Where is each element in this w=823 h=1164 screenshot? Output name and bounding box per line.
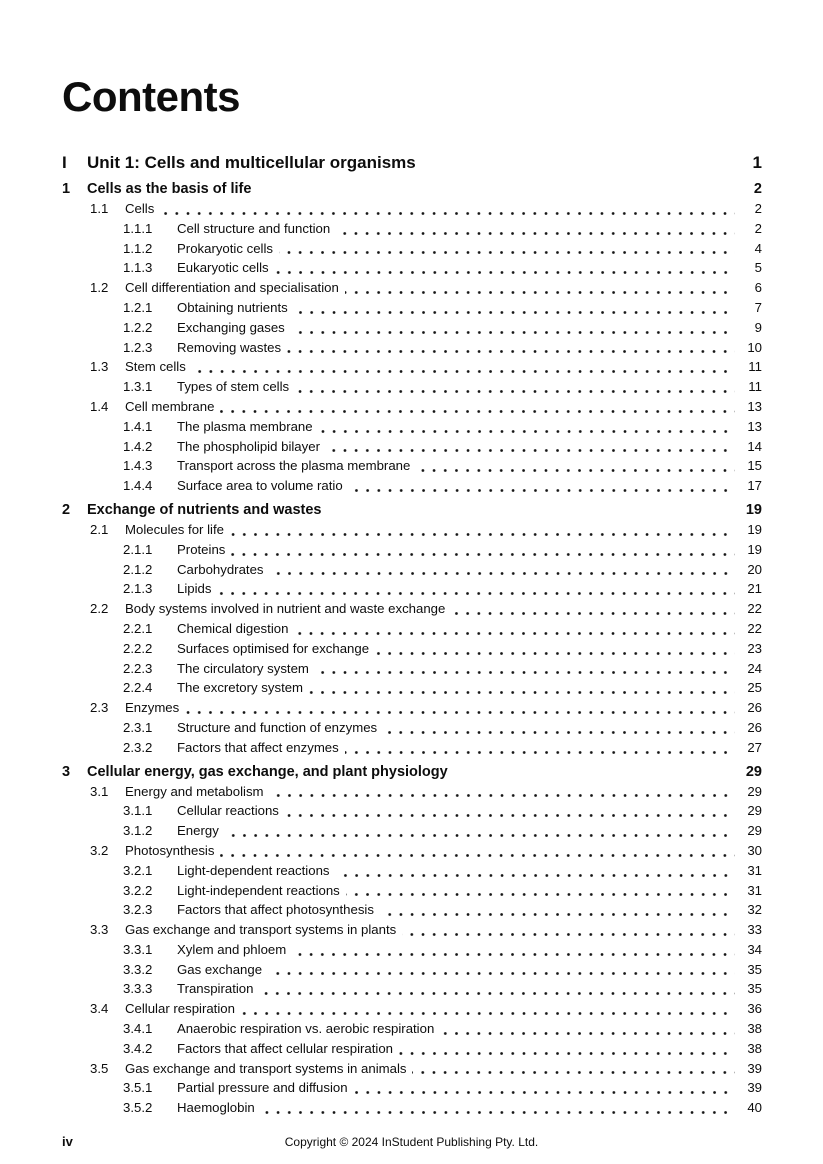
entry-page-number: 29 [747, 823, 762, 839]
toc-entry-3-5 [62, 1059, 762, 1079]
entry-title: Lipids [177, 581, 212, 597]
entry-number: 2.2.1 [123, 620, 153, 636]
entry-number: 1.2.2 [123, 319, 153, 335]
toc-entry-2-2-4 [62, 678, 762, 698]
entry-number: 1 [62, 181, 71, 197]
entry-page-number: 4 [754, 240, 762, 256]
dot-leader [230, 533, 735, 536]
dot-leader [412, 1071, 735, 1074]
folio-page-number: iv [62, 1134, 73, 1149]
toc-entry-1-1 [62, 199, 762, 219]
entry-page-number: 19 [745, 501, 762, 518]
dot-leader [160, 212, 735, 215]
entry-title: Cellular energy, gas exchange, and plant physiology [87, 763, 448, 780]
entry-title: Stem cells [125, 359, 186, 375]
entry-page-number: 13 [747, 418, 762, 434]
dot-leader [346, 893, 735, 896]
entry-title: Energy and metabolism [125, 783, 264, 799]
entry-page-number: 2 [754, 220, 762, 236]
toc-entry-3-1-2 [62, 821, 762, 841]
entry-title: Prokaryotic cells [177, 240, 274, 256]
entry-title: Energy [177, 823, 219, 839]
dot-leader [185, 711, 735, 714]
entry-page-number: 14 [747, 438, 762, 454]
entry-page-number: 40 [747, 1100, 762, 1116]
entry-title: The circulatory system [177, 660, 309, 676]
dot-leader [416, 469, 735, 472]
dot-leader [275, 271, 735, 274]
entry-title: Unit 1: Cells and multicellular organisms [87, 153, 416, 172]
dot-leader [270, 572, 736, 575]
entry-number: 3.5.2 [123, 1100, 153, 1116]
toc-entry-1 [62, 179, 762, 199]
entry-number: 1.4.3 [123, 458, 153, 474]
entry-number: 2.1.3 [123, 581, 153, 597]
entry-page-number: 33 [747, 922, 762, 938]
entry-number: 2.2 [90, 601, 109, 617]
toc-entry-3 [62, 762, 762, 782]
toc-entry-1-2-3 [62, 338, 762, 358]
dot-leader [225, 834, 735, 837]
entry-title: Obtaining nutrients [177, 299, 288, 315]
toc-entry-3-2-2 [62, 881, 762, 901]
entry-page-number: 25 [747, 680, 762, 696]
entry-title: Cell structure and function [177, 220, 331, 236]
entry-title: Haemoglobin [177, 1100, 255, 1116]
entry-title: Cellular respiration [125, 1001, 235, 1017]
entry-number: 1.4.4 [123, 478, 153, 494]
entry-number: 3 [62, 763, 71, 780]
toc-entry-1-4-3 [62, 456, 762, 476]
entry-number: 1.1.3 [123, 260, 153, 276]
entry-title: The plasma membrane [177, 418, 313, 434]
dot-leader [336, 874, 736, 877]
entry-page-number: 30 [747, 842, 762, 858]
entry-page-number: 13 [747, 398, 762, 414]
entry-page-number: 20 [747, 561, 762, 577]
entry-page-number: 1 [752, 153, 762, 172]
entry-page-number: 24 [747, 660, 762, 676]
entry-number: 3.2 [90, 842, 109, 858]
dot-leader [319, 430, 735, 433]
entry-title: Partial pressure and diffusion [177, 1080, 348, 1096]
entry-number: 2.2.2 [123, 640, 153, 656]
entry-number: 1.4.2 [123, 438, 153, 454]
toc-entry-1-1-1 [62, 219, 762, 239]
toc-entry-1-1-2 [62, 239, 762, 259]
entry-number: 3.3.1 [123, 941, 153, 957]
entry-number: 2.2.3 [123, 660, 153, 676]
entry-page-number: 9 [754, 319, 762, 335]
entry-page-number: 5 [754, 260, 762, 276]
entry-number: 1.1 [90, 201, 109, 216]
dot-leader [326, 449, 735, 452]
entry-title: The excretory system [177, 680, 304, 696]
entry-page-number: 21 [747, 581, 762, 597]
entry-page-number: 35 [747, 961, 762, 977]
toc-entry-2-2-2 [62, 639, 762, 659]
dot-leader [192, 370, 735, 373]
toc-entry-1-3-1 [62, 377, 762, 397]
toc-entry-2-2 [62, 599, 762, 619]
entry-page-number: 6 [754, 280, 762, 296]
entry-page-number: 38 [747, 1021, 762, 1037]
entry-number: 3.2.1 [123, 862, 153, 878]
toc-entry-3-4 [62, 999, 762, 1019]
entry-title: Factors that affect photosynthesis [177, 902, 374, 918]
entry-page-number: 35 [747, 981, 762, 997]
dot-leader [309, 691, 735, 694]
toc-entry-1-4-2 [62, 437, 762, 457]
dot-leader [380, 913, 735, 916]
entry-number: 2 [62, 501, 71, 518]
entry-page-number: 29 [747, 783, 762, 799]
dot-leader [336, 232, 735, 235]
dot-leader [257, 192, 735, 195]
toc-content [62, 73, 762, 1118]
toc-entry-1-2-1 [62, 298, 762, 318]
dot-leader [261, 1111, 735, 1114]
entry-title: Gas exchange and transport systems in animals [125, 1060, 407, 1076]
entry-number: 2.1.2 [123, 561, 153, 577]
dot-leader [345, 291, 735, 294]
dot-leader [285, 814, 735, 817]
toc-entry-2-3-1 [62, 718, 762, 738]
dot-leader [287, 350, 735, 353]
toc-entry-3-2-1 [62, 861, 762, 881]
toc-entry-3-3-3 [62, 979, 762, 999]
dot-leader [241, 1012, 735, 1015]
page-footer [0, 1134, 823, 1150]
dot-leader [402, 933, 735, 936]
dot-leader [375, 652, 735, 655]
entry-number: 1.4.1 [123, 418, 153, 434]
toc-entry-i [62, 151, 762, 175]
dot-leader [454, 775, 735, 778]
toc-entry-3-3-2 [62, 960, 762, 980]
dot-leader [270, 794, 735, 797]
toc-entry-1-3 [62, 357, 762, 377]
entry-title: Gas exchange [177, 961, 263, 977]
toc-entry-3-5-1 [62, 1078, 762, 1098]
entry-number: 1.1.2 [123, 240, 153, 256]
entry-page-number: 2 [753, 181, 762, 197]
toc-entry-2-1 [62, 520, 762, 540]
toc-entry-2-3-2 [62, 738, 762, 758]
entry-number: 1.2.3 [123, 339, 153, 355]
dot-leader [315, 671, 735, 674]
toc-entry-1-4 [62, 397, 762, 417]
entry-page-number: 36 [747, 1001, 762, 1017]
entry-number: 3.3 [90, 922, 109, 938]
entry-number: 1.2 [90, 280, 109, 296]
dot-leader [294, 632, 735, 635]
entry-page-number: 31 [747, 862, 762, 878]
toc-entry-3-1-1 [62, 801, 762, 821]
entry-number: 2.2.4 [123, 680, 153, 696]
dot-leader [294, 311, 735, 314]
entry-page-number: 11 [748, 379, 762, 395]
entry-number: 2.3.2 [123, 739, 153, 755]
toc-entry-3-2-3 [62, 900, 762, 920]
toc-entry-2-2-3 [62, 659, 762, 679]
dot-leader [399, 1052, 735, 1055]
dot-leader [220, 854, 735, 857]
entry-title: Surfaces optimised for exchange [177, 640, 370, 656]
entry-number: 2.3.1 [123, 719, 153, 735]
entry-page-number: 32 [747, 902, 762, 918]
toc-entry-3-1 [62, 782, 762, 802]
entry-title: Eukaryotic cells [177, 260, 269, 276]
dot-leader [231, 553, 735, 556]
entry-title: Cells [125, 201, 155, 216]
entry-page-number: 29 [745, 763, 762, 780]
entry-page-number: 38 [747, 1040, 762, 1056]
dot-leader [354, 1091, 735, 1094]
entry-title: Chemical digestion [177, 620, 289, 636]
entry-title: Molecules for life [125, 521, 224, 537]
entry-number: 3.5 [90, 1060, 109, 1076]
toc-entry-2-2-1 [62, 619, 762, 639]
dot-leader [220, 410, 735, 413]
entry-title: Enzymes [125, 700, 180, 716]
toc-entry-2 [62, 500, 762, 520]
toc-entry-1-2 [62, 278, 762, 298]
entry-title: Types of stem cells [177, 379, 290, 395]
toc-entry-3-4-1 [62, 1019, 762, 1039]
dot-leader [279, 251, 735, 254]
entry-title: Body systems involved in nutrient and waste exchange [125, 601, 446, 617]
entry-page-number: 19 [747, 521, 762, 537]
toc-entry-1-4-4 [62, 476, 762, 496]
entry-page-number: 39 [747, 1080, 762, 1096]
entry-page-number: 26 [747, 719, 762, 735]
page-title: Contents [62, 73, 240, 120]
entry-title: Xylem and phloem [177, 941, 287, 957]
entry-title: Proteins [177, 541, 226, 557]
toc-entry-3-3 [62, 920, 762, 940]
entry-page-number: 34 [747, 941, 762, 957]
entry-number: 1.1.1 [123, 220, 153, 236]
toc-list [62, 151, 762, 1118]
entry-page-number: 19 [747, 541, 762, 557]
dot-leader [349, 489, 735, 492]
dot-leader [217, 592, 735, 595]
entry-title: Cells as the basis of life [87, 181, 252, 197]
entry-title: Exchanging gases [177, 319, 285, 335]
toc-entry-1-4-1 [62, 417, 762, 437]
entry-number: 3.4.2 [123, 1040, 153, 1056]
toc-entry-2-1-2 [62, 560, 762, 580]
entry-title: Light-independent reactions [177, 882, 340, 898]
entry-page-number: 22 [747, 601, 762, 617]
toc-entry-1-1-3 [62, 258, 762, 278]
entry-number: 3.1.1 [123, 803, 153, 819]
entry-title: Light-dependent reactions [177, 862, 330, 878]
entry-number: 1.3 [90, 359, 109, 375]
entry-page-number: 26 [747, 700, 762, 716]
entry-number: 3.4 [90, 1001, 109, 1017]
dot-leader [291, 331, 735, 334]
entry-title: Cell differentiation and specialisation [125, 280, 339, 296]
toc-entry-2-3 [62, 698, 762, 718]
entry-title: Surface area to volume ratio [177, 478, 343, 494]
entry-title: Gas exchange and transport systems in plants [125, 922, 397, 938]
entry-title: Removing wastes [177, 339, 282, 355]
entry-page-number: 10 [747, 339, 762, 355]
entry-number: 2.3 [90, 700, 109, 716]
entry-title: Exchange of nutrients and wastes [87, 501, 322, 518]
toc-entry-3-3-1 [62, 940, 762, 960]
entry-number: 1.4 [90, 398, 109, 414]
dot-leader [451, 612, 735, 615]
dot-leader [440, 1032, 735, 1035]
entry-title: Cellular reactions [177, 803, 279, 819]
entry-number: 3.2.2 [123, 882, 153, 898]
entry-number: 3.5.1 [123, 1080, 153, 1096]
entry-page-number: 15 [747, 458, 762, 474]
entry-page-number: 2 [754, 201, 762, 216]
entry-number: 3.1 [90, 783, 109, 799]
entry-page-number: 17 [747, 478, 762, 494]
entry-title: Transpiration [177, 981, 254, 997]
dot-leader [345, 751, 735, 754]
toc-entry-2-1-3 [62, 579, 762, 599]
entry-number: I [62, 153, 67, 172]
entry-page-number: 23 [747, 640, 762, 656]
toc-entry-3-4-2 [62, 1039, 762, 1059]
entry-number: 3.4.1 [123, 1021, 153, 1037]
entry-number: 2.1.1 [123, 541, 153, 557]
toc-entry-3-5-2 [62, 1098, 762, 1118]
entry-title: Cell membrane [125, 398, 215, 414]
entry-page-number: 29 [747, 803, 762, 819]
entry-number: 3.2.3 [123, 902, 153, 918]
entry-page-number: 39 [747, 1060, 762, 1076]
entry-page-number: 31 [747, 882, 762, 898]
entry-title: Anaerobic respiration vs. aerobic respiration [177, 1021, 435, 1037]
entry-number: 1.2.1 [123, 299, 153, 315]
dot-leader [259, 992, 735, 995]
entry-title: Carbohydrates [177, 561, 264, 577]
entry-title: Factors that affect cellular respiration [177, 1040, 393, 1056]
dot-leader [422, 168, 735, 171]
entry-number: 3.1.2 [123, 823, 153, 839]
dot-leader [292, 953, 735, 956]
entry-number: 2.1 [90, 521, 109, 537]
toc-entry-2-1-1 [62, 540, 762, 560]
entry-title: Structure and function of enzymes [177, 719, 378, 735]
dot-leader [295, 390, 735, 393]
entry-number: 3.3.3 [123, 981, 153, 997]
copyright-text: Copyright © 2024 InStudent Publishing Pty. Ltd. [284, 1135, 539, 1149]
entry-number: 1.3.1 [123, 379, 153, 395]
dot-leader [327, 513, 735, 516]
toc-entry-1-2-2 [62, 318, 762, 338]
toc-entry-3-2 [62, 841, 762, 861]
entry-page-number: 11 [748, 359, 762, 375]
entry-page-number: 22 [747, 620, 762, 636]
entry-title: The phospholipid bilayer [177, 438, 320, 454]
entry-page-number: 27 [747, 739, 762, 755]
entry-title: Transport across the plasma membrane [177, 458, 411, 474]
dot-leader [383, 731, 735, 734]
entry-title: Photosynthesis [125, 842, 215, 858]
entry-title: Factors that affect enzymes [177, 739, 339, 755]
entry-number: 3.3.2 [123, 961, 153, 977]
entry-page-number: 7 [754, 299, 762, 315]
dot-leader [268, 972, 735, 975]
